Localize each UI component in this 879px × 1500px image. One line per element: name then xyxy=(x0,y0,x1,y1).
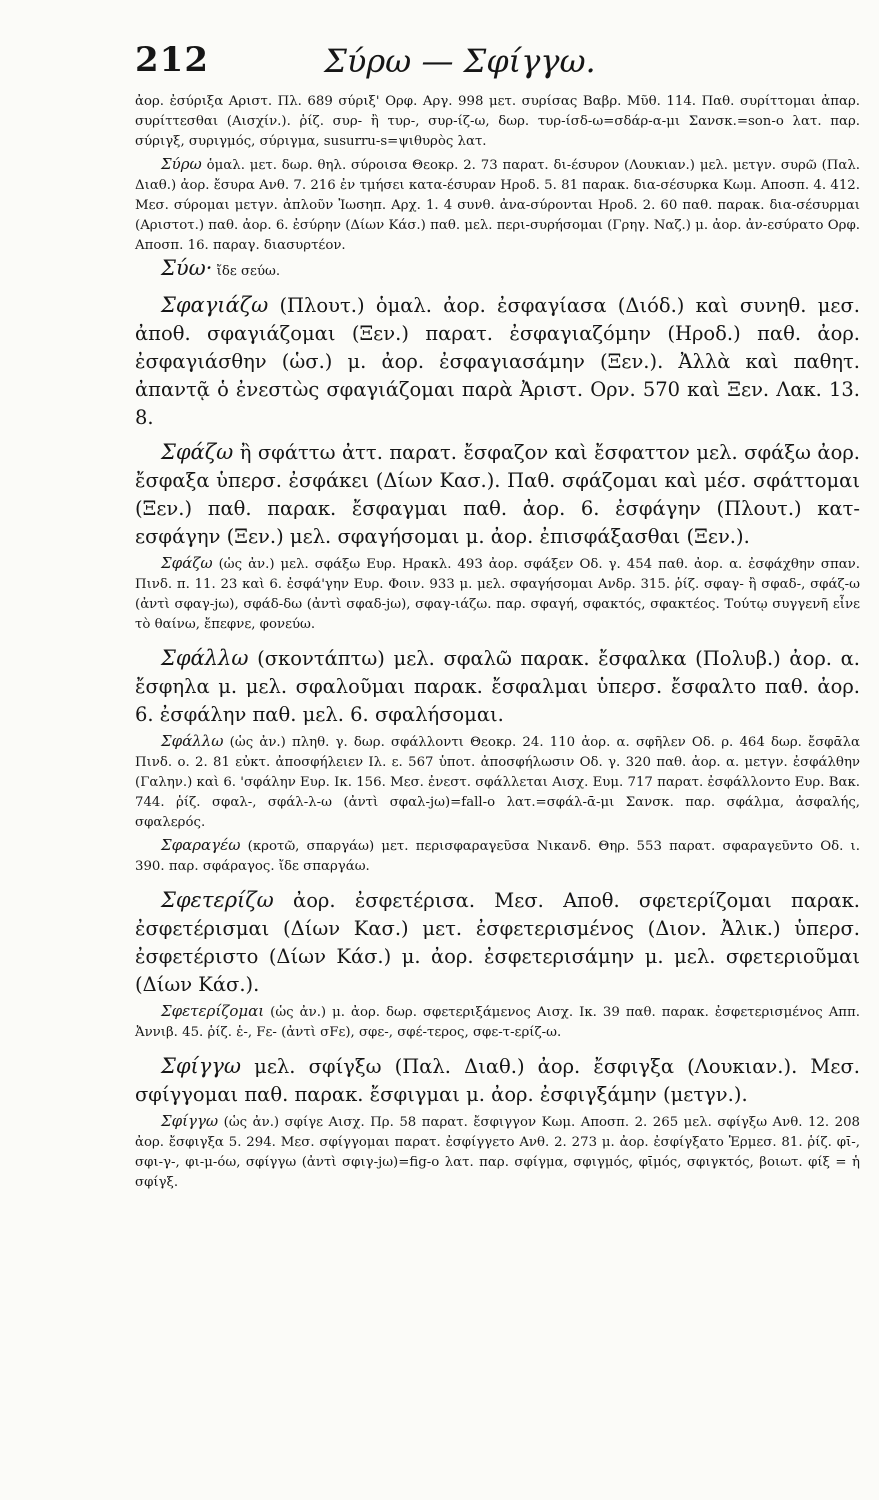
lemma: Σφαραγέω xyxy=(161,836,241,854)
lemma: Σφάλλω xyxy=(161,732,224,750)
entry-sfallo: Σφάλλω (σκοντάπτω) μελ. σφαλῶ παρακ. ἔσφαλκα (Πολυβ.) ἀορ. α. ἔσφηλα μ. μελ. σφαλοῦμαι παρακ. ἔσφαλμαι ὑπερσ. ἔσφαλτο παθ. ἀορ. 6. ἐσφάλην παθ. μελ. 6. σφαλήσομαι. xyxy=(135,646,860,726)
page-header xyxy=(100,40,820,88)
entry-syo: Σύω· ἴδε σεύω. xyxy=(161,256,281,280)
entry-sfiggo: Σφίγγω μελ. σφίγξω (Παλ. Διαθ.) ἀορ. ἔσφιγξα (Λουκιαν.). Μεσ. σφίγγομαι παθ. παρακ. ἔσφιγμαι μ. ἀορ. ἐσφιγξάμην (μετγν.). xyxy=(135,1054,860,1106)
entry-sfarageo: Σφαραγέω (κροτῶ, σπαργάω) μετ. περισφαραγεῦσα Νικανδ. Θηρ. 553 παρατ. σφαραγεῦντο Οδ. ι. 390. παρ. σφάραγος. ἴδε σπαργάω. xyxy=(135,836,860,874)
entries-column xyxy=(135,92,860,1193)
entry-syro: Σύρω ὁμαλ. μετ. δωρ. θηλ. σύροισα Θεοκρ. 2. 73 παρατ. δι-έσυρον (Λουκιαν.) μελ. μετγν. συρῶ (Παλ. Διαθ.) ἀορ. ἔσυρα Ανθ. 7. 216 ἐν τμήσει κατα-έσυραν Ηροδ. 5. 81 παρακ. δια-σέσυρκα Κωμ. Αποσπ. 4. 412. Μεσ. σύρομαι μετγν. ἀπλοῦν Ἰωσηπ. Αρχ. 1. 4 συνθ. ἀνα-σύρονται Ηροδ. 2. 60 παθ. παρακ. δια-σέσυρμαι (Αριστοτ.) παθ. ἀορ. 6. ἐσύρην (Δίων Κάσ.) παθ. μελ. περι-συρήσομαι (Γρηγ. Ναζ.) μ. ἀορ. ἀν-εσύρατο Ορφ. Αποσπ. 16. παραγ. διασυρτέον. xyxy=(135,155,860,253)
lemma: Σύρω xyxy=(161,155,202,173)
entry-sfagiazo: Σφαγιάζω (Πλουτ.) ὁμαλ. ἀορ. ἐσφαγίασα (Διόδ.) καὶ συνηθ. μεσ. ἀποθ. σφαγιάζομαι (Ξεν.) παρατ. ἐσφαγιαζόμην (Ηροδ.) παθ. ἀορ. ἐσφαγιάσθην (ὡσ.) μ. ἀορ. ἐσφαγιασάμην (Ξεν.). Ἀλλὰ καὶ παθητ. ἀπαντᾷ ὁ ἐνεστὼς σφαγιάζομαι παρὰ Ἀριστ. Ορν. 570 καὶ Ξεν. Λακ. 13. 8. xyxy=(135,293,860,429)
lemma: Σφάζω xyxy=(161,440,234,464)
entry-sfeterizomai-notes: Σφετερίζομαι (ὡς ἀν.) μ. ἀορ. δωρ. σφετεριξάμενος Αισχ. Ικ. 39 παθ. παρακ. ἐσφετερισμένος Αππ. Ἀννιβ. 45. ῥίζ. ἑ-, Fε- (ἀντὶ σFε), σφε-, σφέ-τερος, σφε-τ-ερίζ-ω. xyxy=(135,1002,860,1040)
entry-sfeterizo: Σφετερίζω ἀορ. ἐσφετέρισα. Μεσ. Αποθ. σφετερίζομαι παρακ. ἐσφετέρισμαι (Δίων Κασ.) μετ. ἐσφετερισμένος (Διον. Ἀλικ.) ὑπερσ. ἐσφετέριστο (Δίων Κάσ.) μ. ἀορ. ἐσφετερισάμην μ. μελ. σφετεριοῦμαι (Δίων Κάσ.). xyxy=(135,888,860,996)
entry-sfazo: Σφάζω ἢ σφάττω ἀττ. παρατ. ἔσφαζον καὶ ἔσφαττον μελ. σφάξω ἀορ. ἔσφαξα ὑπερσ. ἐσφάκει (Δίων Κασ.). Παθ. σφάζομαι καὶ μέσ. σφάττομαι (Ξεν.) παθ. παρακ. ἔσφαγμαι παθ. ἀορ. 6. ἐσφάγην (Πλουτ.) κατ-εσφάγην (Ξεν.) μελ. σφαγήσομαι μ. ἀορ. ἐπισφάξασθαι (Ξεν.). xyxy=(135,440,860,548)
running-head: Σύρω — Σφίγγω. xyxy=(324,42,596,80)
entry-continuation: ἀορ. ἐσύριξα Αριστ. Πλ. 689 σύριξ' Ορφ. Αργ. 998 μετ. συρίσας Βαβρ. Μῦθ. 114. Παθ. συρίττομαι ἀπαρ. συρίττεσθαι (Αισχίν.). ῥίζ. συρ- ἢ τυρ-, συρ-ίζ-ω, δωρ. τυρ-ίσδ-ω=σδάρ-α-μι Σανσκ.=son-o λατ. παρ. σύριγξ, συριγμός, σύριγμα, susurru-s=ψιθυρὸς λατ. xyxy=(135,94,860,149)
entry-sfiggo-notes: Σφίγγω (ὡς ἀν.) σφίγε Αισχ. Πρ. 58 παρατ. ἔσφιγγον Κωμ. Αποσπ. 2. 265 μελ. σφίγξω Ανθ. 12. 208 ἀορ. ἔσφιγξα 5. 294. Μεσ. σφίγγομαι παρατ. ἐσφίγγετο Ανθ. 2. 273 μ. ἀορ. ἐσφίγξατο Ἑρμεσ. 81. ῥίζ. φῑ-, σφι-γ-, φι-μ-όω, σφίγγω (ἀντὶ σφιγ-jω)=fig-o λατ. παρ. σφίγμα, σφιγμός, φῑμός, σφιγκτός, βοιωτ. φίξ = ἡ σφίγξ. xyxy=(135,1112,860,1190)
entry-sfallo-notes: Σφάλλω (ὡς ἀν.) πληθ. γ. δωρ. σφάλλοντι Θεοκρ. 24. 110 ἀορ. α. σφῆλεν Οδ. ρ. 464 δωρ. ἔσφᾱλα Πινδ. ο. 2. 81 εὐκτ. ἀποσφήλειεν Ιλ. ε. 567 ὑποτ. ἀποσφήλωσιν Οδ. γ. 320 παθ. ἀορ. α. μετγν. ἐσφάλθην (Γαλην.) καὶ 6. 'σφάλην Ευρ. Ικ. 156. Μεσ. ἐνεστ. σφάλλεται Αισχ. Ευμ. 717 παρατ. ἐσφάλλοντο Ευρ. Βακ. 744. ῥίζ. σφαλ-, σφάλ-λ-ω (ἀντὶ σφαλ-jω)=fall-o λατ.=σφάλ-ᾱ-μι Σανσκ. παρ. σφάλμα, ἀσφαλής, σφαλερός. xyxy=(135,732,860,830)
lemma: Σφετερίζομαι xyxy=(161,1002,265,1020)
lemma: Σύω· xyxy=(161,256,213,280)
lemma: Σφαγιάζω xyxy=(161,293,269,317)
page-number: 212 xyxy=(135,40,209,80)
lemma: Σφάλλω xyxy=(161,646,249,670)
lemma: Σφίγγω xyxy=(161,1112,219,1130)
entry-sfazo-notes: Σφάζω (ὡς ἀν.) μελ. σφάξω Ευρ. Ηρακλ. 493 ἀορ. σφάξεν Οδ. γ. 454 παθ. ἀορ. α. ἐσφάχθην σπαν. Πινδ. π. 11. 23 καὶ 6. ἐσφά'γην Ευρ. Φοιν. 933 μ. μελ. σφαγήσομαι Ανδρ. 315. ῥίζ. σφαγ- ἢ σφαδ-, σφάζ-ω (ἀντὶ σφαγ-jω), σφάδ-δω (ἀντὶ σφαδ-jω), σφαγ-ιάζω. παρ. σφαγή, σφακτός, σφακτέος. Τούτῳ συγγενῆ εἶνε τὸ θαίνω, ἔπεφνε, φονεύω. xyxy=(135,554,860,632)
lemma: Σφίγγω xyxy=(161,1054,242,1078)
lemma: Σφάζω xyxy=(161,554,213,572)
lemma: Σφετερίζω xyxy=(161,888,274,912)
